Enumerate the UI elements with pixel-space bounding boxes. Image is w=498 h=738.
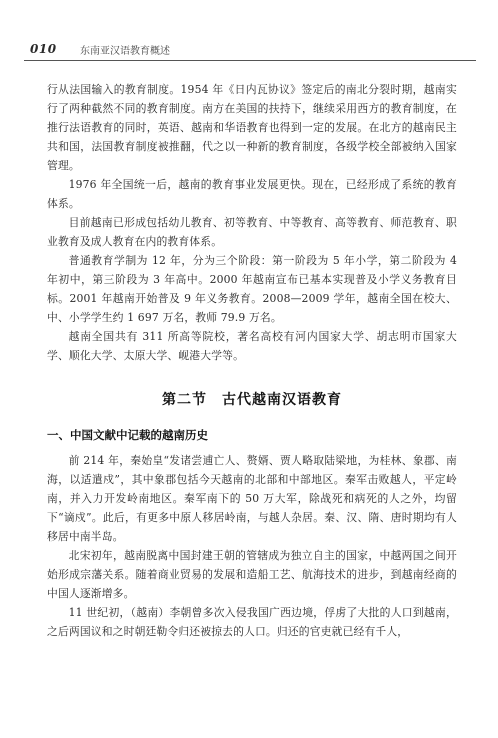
- paragraph: 目前越南已形成包括幼儿教育、初等教育、中等教育、高等教育、师范教育、职业教育及成人教育在内的教育体系。: [47, 216, 457, 248]
- subsection-title: 一、中国文献中记载的越南历史: [47, 428, 208, 442]
- page-header: [24, 40, 476, 61]
- page-body: [47, 80, 457, 641]
- paragraph: 普通教育学制为 12 年，分为三个阶段：第一阶段为 5 年小学，第二阶段为 4 年初中，第三阶段为 3 年高中。2000 年越南宣布已基本实现普及小学义务教育目标。2001 年越南开始普及 9 年义务教育。2008—2009 学年，越南全国在校大、中、小学学生约 1 697 万名，教师 79.9 万名。: [47, 254, 457, 324]
- paragraph: 1976 年全国统一后，越南的教育事业发展更快。现在，已经形成了系统的教育体系。: [47, 178, 457, 210]
- paragraph: 行从法国输入的教育制度。1954 年《日内瓦协议》签定后的南北分裂时期，越南实行了两种截然不同的教育制度。南方在美国的扶持下，继续采用西方的教育制度，在推行法语教育的同时，英语、越南和华语教育也得到一定的发展。在北方的越南民主共和国，法国教育制度被推翻，代之以一种新的教育制度，各级学校全部被纳入国家管理。: [47, 83, 457, 172]
- page-number: 010: [30, 42, 57, 56]
- paragraph: 北宋初年，越南脱离中国封建王朝的管辖成为独立自主的国家，中越两国之间开始形成宗藩关系。随着商业贸易的发展和造船工艺、航海技术的进步，到越南经商的中国人逐渐增多。: [47, 549, 457, 600]
- section-title: 第二节 古代越南汉语教育: [162, 392, 342, 408]
- running-title: 东南亚汉语教育概述: [80, 46, 170, 57]
- paragraph: 越南全国共有 311 所高等院校，著名高校有河内国家大学、胡志明市国家大学、顺化大学、太原大学、岘港大学等。: [47, 330, 457, 362]
- paragraph: 前 214 年，秦始皇“发诸尝逋亡人、赘婿、贾人略取陆梁地，为桂林、象郡、南海，以适遣戍”，其中象郡包括今天越南的北部和中部地区。秦军击败越人，平定岭南，并入力开发岭南地区。秦军南下的 50 万大军，除战死和病死的人之外，均留下“谪戍”。此后，有更多中原人移居岭南，与越人杂居。秦、汉、隋、唐时期均有人移居中南半岛。: [47, 454, 457, 543]
- paragraph: 11 世纪初，（越南）李朝曾多次入侵我国广西边境，俘虏了大批的人口到越南，之后两国议和之时朝廷勒令归还被掠去的人口。归还的官吏就已经有千人，: [47, 606, 457, 638]
